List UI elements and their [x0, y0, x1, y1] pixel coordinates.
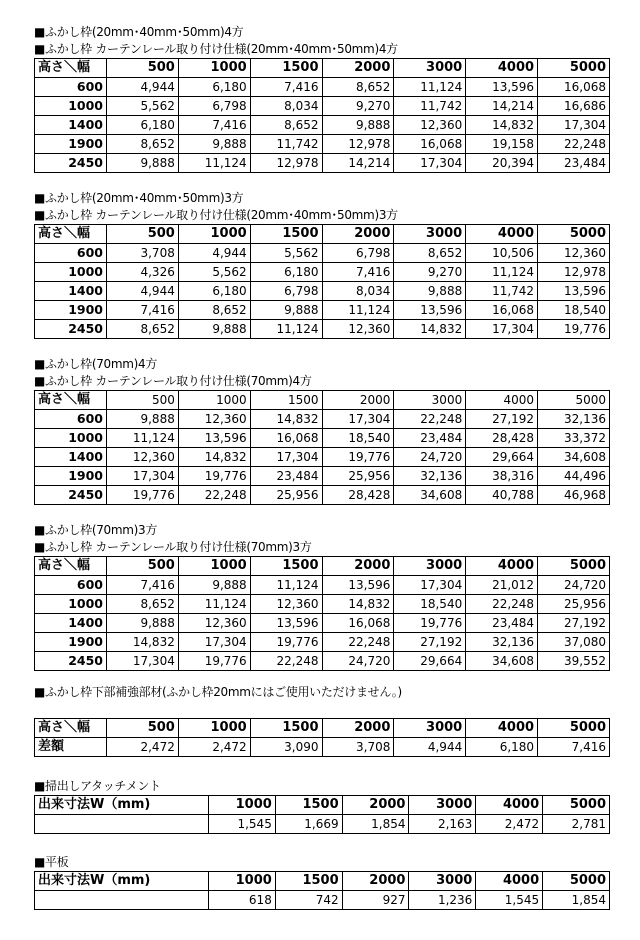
col-header: 500: [107, 391, 179, 410]
table-cell: 12,360: [178, 410, 250, 429]
table-cell: 11,742: [250, 135, 322, 154]
table-cell: 22,248: [466, 595, 538, 614]
table-cell: 40,788: [466, 486, 538, 505]
col-header: 1500: [250, 59, 322, 78]
table-cell: 11,124: [178, 595, 250, 614]
table-cell: 13,596: [322, 576, 394, 595]
table-row: [35, 135, 610, 154]
table-header-row: [35, 872, 610, 891]
row-header: 1900: [35, 301, 107, 320]
table-cell: 1,545: [209, 815, 276, 834]
table-cell: 14,832: [322, 595, 394, 614]
table-cell: 17,304: [107, 652, 179, 671]
table-cell: 29,664: [466, 448, 538, 467]
table-cell: 7,416: [322, 263, 394, 282]
table-cell: 8,652: [322, 78, 394, 97]
table-row: [35, 97, 610, 116]
table-row: [35, 652, 610, 671]
table-row: [35, 891, 610, 910]
corner-label: 高さ＼幅: [35, 557, 107, 576]
table-row: [35, 410, 610, 429]
table-cell: 17,304: [178, 633, 250, 652]
table-cell: [35, 815, 209, 834]
table-cell: 11,124: [250, 576, 322, 595]
section-4: [34, 522, 610, 671]
table-cell: 2,163: [409, 815, 476, 834]
table-cell: 1,854: [342, 815, 409, 834]
col-header: 500: [107, 557, 179, 576]
table-cell: 9,888: [178, 320, 250, 339]
table-row: [35, 263, 610, 282]
table-cell: 8,652: [107, 135, 179, 154]
table-cell: 12,360: [322, 320, 394, 339]
col-header: 5000: [538, 557, 610, 576]
row-header: 600: [35, 576, 107, 595]
table-cell: 6,180: [178, 282, 250, 301]
section-3-title-1: ■ふかし枠(70mm)4方: [34, 357, 158, 371]
table-row: [35, 154, 610, 173]
table-header-row: [35, 59, 610, 78]
table-cell: 1,236: [409, 891, 476, 910]
col-header: 4000: [466, 719, 538, 738]
price-table-3: [34, 390, 610, 505]
row-header: 1000: [35, 429, 107, 448]
table-header-row: [35, 225, 610, 244]
table-cell: 14,832: [466, 116, 538, 135]
table-cell: 25,956: [538, 595, 610, 614]
size-label: 出来寸法W（mm): [35, 796, 209, 815]
table-cell: 11,742: [394, 97, 466, 116]
table-cell: 9,888: [322, 116, 394, 135]
table-cell: 4,944: [394, 738, 466, 757]
section-6: [34, 778, 610, 834]
table-cell: 16,068: [466, 301, 538, 320]
table-cell: 16,068: [322, 614, 394, 633]
table-row: [35, 815, 610, 834]
col-header: 4000: [476, 872, 543, 891]
table-cell: 44,496: [538, 467, 610, 486]
table-cell: 11,124: [250, 320, 322, 339]
row-header: 1900: [35, 135, 107, 154]
corner-label: 高さ＼幅: [35, 719, 107, 738]
table-cell: 9,888: [178, 576, 250, 595]
table-cell: 6,798: [178, 97, 250, 116]
table-header-row: [35, 796, 610, 815]
col-header: 1000: [178, 59, 250, 78]
section-3-title-2: ■ふかし枠 カーテンレール取り付け仕様(70mm)4方: [34, 374, 312, 388]
table-cell: 742: [275, 891, 342, 910]
table-cell: 39,552: [538, 652, 610, 671]
table-cell: 13,596: [394, 301, 466, 320]
table-header-row: [35, 391, 610, 410]
table-cell: 11,124: [466, 263, 538, 282]
col-header: 1000: [178, 719, 250, 738]
table-cell: 9,270: [394, 263, 466, 282]
table-cell: 6,180: [178, 78, 250, 97]
table-cell: 1,545: [476, 891, 543, 910]
col-header: 5000: [543, 796, 610, 815]
table-cell: 17,304: [107, 467, 179, 486]
table-cell: 2,472: [178, 738, 250, 757]
col-header: 1000: [178, 557, 250, 576]
price-table-2: [34, 224, 610, 339]
table-cell: 27,192: [394, 633, 466, 652]
table-cell: 14,832: [394, 320, 466, 339]
table-cell: 12,978: [538, 263, 610, 282]
col-header: 1000: [178, 225, 250, 244]
table-cell: 17,304: [394, 576, 466, 595]
table-cell: 5,562: [250, 244, 322, 263]
row-header: 2450: [35, 154, 107, 173]
row-header: 差額: [35, 738, 107, 757]
table-cell: 23,484: [538, 154, 610, 173]
col-header: 3000: [409, 796, 476, 815]
table-row: [35, 448, 610, 467]
table-cell: 19,776: [178, 467, 250, 486]
table-cell: 11,124: [394, 78, 466, 97]
table-cell: 32,136: [466, 633, 538, 652]
table-cell: 7,416: [178, 116, 250, 135]
table-cell: 14,832: [107, 633, 179, 652]
table-cell: 16,068: [250, 429, 322, 448]
col-header: 2000: [322, 557, 394, 576]
reinforcement-table: [34, 718, 610, 757]
table-cell: 19,158: [466, 135, 538, 154]
table-cell: 4,326: [107, 263, 179, 282]
table-cell: 34,608: [466, 652, 538, 671]
attachment-table: [34, 795, 610, 834]
col-header: 1500: [250, 391, 322, 410]
row-header: 1400: [35, 282, 107, 301]
table-cell: 9,888: [107, 614, 179, 633]
table-cell: 32,136: [538, 410, 610, 429]
price-table-4: [34, 556, 610, 671]
table-cell: 22,248: [250, 652, 322, 671]
table-row: [35, 244, 610, 263]
row-header: 1900: [35, 633, 107, 652]
table-cell: 19,776: [394, 614, 466, 633]
table-cell: 13,596: [178, 429, 250, 448]
col-header: 4000: [466, 557, 538, 576]
table-cell: 8,034: [250, 97, 322, 116]
row-header: 1900: [35, 467, 107, 486]
table-cell: 2,472: [476, 815, 543, 834]
table-cell: 9,888: [178, 135, 250, 154]
table-row: [35, 633, 610, 652]
col-header: 3000: [394, 391, 466, 410]
table-cell: 8,652: [250, 116, 322, 135]
table-cell: 34,608: [538, 448, 610, 467]
col-header: 2000: [322, 719, 394, 738]
col-header: 2000: [342, 872, 409, 891]
table-cell: 22,248: [322, 633, 394, 652]
table-cell: 12,360: [178, 614, 250, 633]
table-cell: 27,192: [538, 614, 610, 633]
row-header: 1400: [35, 448, 107, 467]
table-cell: 11,124: [178, 154, 250, 173]
section-6-title: ■掃出しアタッチメント: [34, 779, 161, 793]
table-cell: 14,832: [178, 448, 250, 467]
row-header: 1400: [35, 614, 107, 633]
table-cell: 19,776: [250, 633, 322, 652]
col-header: 4000: [466, 59, 538, 78]
section-1: [34, 24, 610, 173]
table-row: [35, 738, 610, 757]
table-cell: 13,596: [538, 282, 610, 301]
table-cell: 7,416: [538, 738, 610, 757]
table-cell: 24,720: [394, 448, 466, 467]
table-cell: 37,080: [538, 633, 610, 652]
table-cell: 32,136: [394, 467, 466, 486]
table-cell: 11,742: [466, 282, 538, 301]
table-cell: 12,978: [250, 154, 322, 173]
table-cell: 4,944: [107, 282, 179, 301]
table-cell: 8,652: [107, 320, 179, 339]
table-row: [35, 576, 610, 595]
table-cell: 8,034: [322, 282, 394, 301]
col-header: 2000: [342, 796, 409, 815]
col-header: 500: [107, 225, 179, 244]
table-row: [35, 282, 610, 301]
table-cell: 19,776: [538, 320, 610, 339]
table-cell: 6,798: [250, 282, 322, 301]
table-cell: 5,562: [107, 97, 179, 116]
col-header: 5000: [543, 872, 610, 891]
col-header: 1500: [250, 719, 322, 738]
price-table-1: [34, 58, 610, 173]
col-header: 3000: [394, 557, 466, 576]
col-header: 1500: [275, 796, 342, 815]
table-cell: 12,360: [394, 116, 466, 135]
table-cell: 9,888: [107, 154, 179, 173]
table-cell: 13,596: [466, 78, 538, 97]
col-header: 500: [107, 719, 179, 738]
table-cell: 16,068: [394, 135, 466, 154]
table-row: [35, 595, 610, 614]
table-row: [35, 301, 610, 320]
section-3: [34, 356, 610, 505]
table-cell: 2,781: [543, 815, 610, 834]
col-header: 4000: [466, 391, 538, 410]
row-header: 600: [35, 78, 107, 97]
col-header: 1000: [178, 391, 250, 410]
table-cell: 17,304: [250, 448, 322, 467]
table-cell: 8,652: [178, 301, 250, 320]
table-cell: 24,720: [322, 652, 394, 671]
table-cell: 18,540: [394, 595, 466, 614]
table-cell: 3,708: [107, 244, 179, 263]
row-header: 600: [35, 410, 107, 429]
row-header: 2450: [35, 320, 107, 339]
table-cell: 46,968: [538, 486, 610, 505]
section-5: [34, 684, 610, 757]
table-cell: 11,124: [322, 301, 394, 320]
table-cell: 10,506: [466, 244, 538, 263]
table-cell: 38,316: [466, 467, 538, 486]
col-header: 3000: [394, 719, 466, 738]
table-cell: 16,686: [538, 97, 610, 116]
table-cell: 6,798: [322, 244, 394, 263]
table-cell: 18,540: [538, 301, 610, 320]
table-cell: 34,608: [394, 486, 466, 505]
col-header: 2000: [322, 225, 394, 244]
table-cell: 23,484: [250, 467, 322, 486]
table-cell: 9,888: [250, 301, 322, 320]
table-cell: 2,472: [107, 738, 179, 757]
section-5-title: ■ふかし枠下部補強部材(ふかし枠20mmにはご使用いただけません。): [34, 685, 402, 699]
table-cell: 6,180: [107, 116, 179, 135]
table-cell: 12,360: [538, 244, 610, 263]
table-cell: 24,720: [538, 576, 610, 595]
table-cell: 27,192: [466, 410, 538, 429]
table-cell: 14,214: [322, 154, 394, 173]
section-1-title-1: ■ふかし枠(20mm･40mm･50mm)4方: [34, 25, 244, 39]
table-cell: 17,304: [394, 154, 466, 173]
table-cell: 11,124: [107, 429, 179, 448]
table-cell: 9,888: [107, 410, 179, 429]
section-4-title-1: ■ふかし枠(70mm)3方: [34, 523, 158, 537]
table-row: [35, 467, 610, 486]
row-header: 2450: [35, 486, 107, 505]
table-cell: 9,270: [322, 97, 394, 116]
table-cell: 33,372: [538, 429, 610, 448]
col-header: 5000: [538, 391, 610, 410]
table-cell: 19,776: [322, 448, 394, 467]
table-cell: 4,944: [178, 244, 250, 263]
col-header: 2000: [322, 391, 394, 410]
section-2: [34, 190, 610, 339]
table-header-row: [35, 557, 610, 576]
table-cell: 17,304: [322, 410, 394, 429]
row-header: 1000: [35, 97, 107, 116]
col-header: 1500: [250, 557, 322, 576]
col-header: 500: [107, 59, 179, 78]
table-cell: 17,304: [538, 116, 610, 135]
table-cell: 618: [209, 891, 276, 910]
table-cell: 29,664: [394, 652, 466, 671]
table-cell: 4,944: [107, 78, 179, 97]
table-row: [35, 486, 610, 505]
table-cell: 3,090: [250, 738, 322, 757]
table-cell: [35, 891, 209, 910]
section-1-title-2: ■ふかし枠 カーテンレール取り付け仕様(20mm･40mm･50mm)4方: [34, 42, 398, 56]
table-cell: 23,484: [466, 614, 538, 633]
table-cell: 8,652: [394, 244, 466, 263]
table-cell: 12,360: [250, 595, 322, 614]
table-cell: 7,416: [250, 78, 322, 97]
table-cell: 6,180: [466, 738, 538, 757]
table-cell: 28,428: [466, 429, 538, 448]
table-cell: 22,248: [178, 486, 250, 505]
table-cell: 7,416: [107, 301, 179, 320]
row-header: 1400: [35, 116, 107, 135]
col-header: 4000: [476, 796, 543, 815]
flat-plate-table: [34, 871, 610, 910]
corner-label: 高さ＼幅: [35, 391, 107, 410]
col-header: 4000: [466, 225, 538, 244]
col-header: 3000: [409, 872, 476, 891]
table-cell: 18,540: [322, 429, 394, 448]
row-header: 1000: [35, 263, 107, 282]
table-cell: 7,416: [107, 576, 179, 595]
table-row: [35, 614, 610, 633]
col-header: 3000: [394, 59, 466, 78]
table-cell: 21,012: [466, 576, 538, 595]
table-cell: 927: [342, 891, 409, 910]
section-2-title-1: ■ふかし枠(20mm･40mm･50mm)3方: [34, 191, 244, 205]
table-cell: 12,360: [107, 448, 179, 467]
table-cell: 14,832: [250, 410, 322, 429]
section-4-title-2: ■ふかし枠 カーテンレール取り付け仕様(70mm)3方: [34, 540, 312, 554]
col-header: 5000: [538, 719, 610, 738]
table-cell: 19,776: [178, 652, 250, 671]
table-cell: 14,214: [466, 97, 538, 116]
table-cell: 22,248: [394, 410, 466, 429]
col-header: 5000: [538, 59, 610, 78]
table-cell: 28,428: [322, 486, 394, 505]
table-row: [35, 320, 610, 339]
size-label: 出来寸法W（mm): [35, 872, 209, 891]
col-header: 3000: [394, 225, 466, 244]
table-cell: 1,669: [275, 815, 342, 834]
table-cell: 12,978: [322, 135, 394, 154]
table-cell: 13,596: [250, 614, 322, 633]
table-row: [35, 116, 610, 135]
table-cell: 9,888: [394, 282, 466, 301]
row-header: 2450: [35, 652, 107, 671]
table-cell: 22,248: [538, 135, 610, 154]
table-cell: 6,180: [250, 263, 322, 282]
corner-label: 高さ＼幅: [35, 59, 107, 78]
table-cell: 19,776: [107, 486, 179, 505]
section-7: [34, 854, 610, 910]
table-cell: 8,652: [107, 595, 179, 614]
col-header: 1500: [250, 225, 322, 244]
col-header: 1000: [209, 796, 276, 815]
table-header-row: [35, 719, 610, 738]
row-header: 600: [35, 244, 107, 263]
corner-label: 高さ＼幅: [35, 225, 107, 244]
table-cell: 23,484: [394, 429, 466, 448]
table-cell: 25,956: [250, 486, 322, 505]
table-cell: 16,068: [538, 78, 610, 97]
table-cell: 1,854: [543, 891, 610, 910]
table-row: [35, 429, 610, 448]
table-cell: 25,956: [322, 467, 394, 486]
row-header: 1000: [35, 595, 107, 614]
col-header: 1000: [209, 872, 276, 891]
table-cell: 20,394: [466, 154, 538, 173]
section-2-title-2: ■ふかし枠 カーテンレール取り付け仕様(20mm･40mm･50mm)3方: [34, 208, 398, 222]
col-header: 2000: [322, 59, 394, 78]
table-cell: 17,304: [466, 320, 538, 339]
table-cell: 5,562: [178, 263, 250, 282]
col-header: 1500: [275, 872, 342, 891]
table-cell: 3,708: [322, 738, 394, 757]
col-header: 5000: [538, 225, 610, 244]
section-7-title: ■平板: [34, 855, 69, 869]
table-row: [35, 78, 610, 97]
